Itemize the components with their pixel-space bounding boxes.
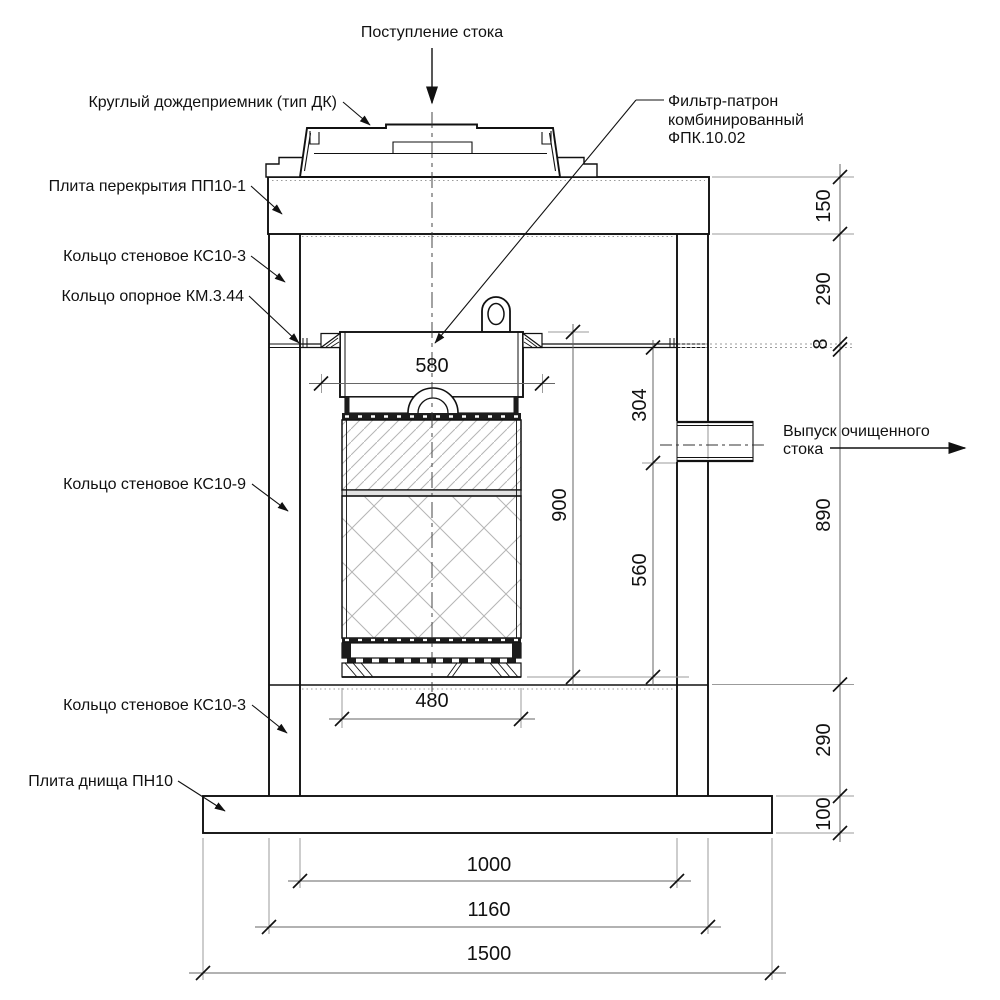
right-wall: [677, 234, 708, 796]
dim-900: 900: [549, 488, 571, 522]
dim-150: 150: [813, 189, 835, 223]
dim-304: 304: [629, 388, 651, 422]
dim-1160: 1160: [467, 899, 511, 921]
wall-ring-mid-label: Кольцо стеновое КС10-9: [63, 476, 246, 493]
cover-slab: [268, 177, 709, 234]
bottom-slab-plate: [203, 796, 772, 833]
filter-skirt: [342, 663, 521, 677]
bottom-slab-label: Плита днища ПН10: [28, 773, 173, 790]
support-ring-label: Кольцо опорное КМ.3.44: [61, 288, 244, 305]
dim-890: 890: [813, 498, 835, 532]
perforated-band-top: [342, 413, 521, 420]
dim-1500: 1500: [466, 943, 512, 965]
dim-1000: 1000: [466, 854, 512, 876]
dim-290-bottom: 290: [813, 723, 835, 757]
dim-100: 100: [813, 797, 835, 831]
dim-560: 560: [629, 553, 651, 587]
leader-rain-inlet: [343, 102, 370, 125]
cover-slab-label: Плита перекрытия ПП10-1: [48, 178, 246, 195]
filter-media-lower: [342, 496, 521, 638]
rain-inlet-body: [300, 125, 560, 178]
lifting-eye-hole: [488, 304, 504, 325]
media-divider: [342, 490, 521, 496]
rain-inlet: [266, 125, 597, 178]
perforated-band-bottom: [342, 638, 521, 644]
filter-label-line1: Фильтр-патрон: [668, 93, 779, 110]
left-wall: [269, 234, 300, 796]
filter-label-line3: ФПК.10.02: [668, 130, 746, 147]
filter-media-upper: [342, 420, 521, 490]
outlet-label-line2: стока: [783, 441, 824, 458]
filter-bottom-frame: [342, 643, 521, 658]
wall-ring-top-label: Кольцо стеновое КС10-3: [63, 248, 246, 265]
leader-wall-ring-top: [251, 256, 285, 282]
dim-580: 580: [415, 355, 449, 377]
rain-inlet-label: Круглый дождеприемник (тип ДК): [88, 94, 337, 111]
outlet-label-line1: Выпуск очищенного: [783, 423, 930, 440]
leader-wall-ring-mid: [252, 484, 288, 511]
leader-support-ring: [249, 296, 299, 343]
dim-8: 8: [810, 338, 832, 350]
wall-ring-bottom-label: Кольцо стеновое КС10-3: [63, 697, 246, 714]
dim-290-top: 290: [813, 272, 835, 306]
dim-480: 480: [415, 690, 449, 712]
filter-label-line2: комбинированный: [668, 112, 804, 129]
outlet-pipe: [660, 421, 767, 462]
filter-cartridge: [321, 297, 542, 677]
inflow-label: Поступление стока: [360, 24, 504, 41]
